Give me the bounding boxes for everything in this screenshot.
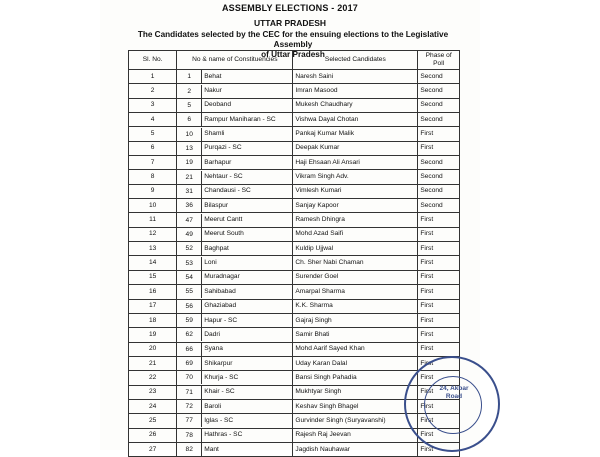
cell-sl-no: 27 — [129, 442, 177, 456]
cell-constituency-no: 1 — [177, 70, 202, 83]
cell-phase: First — [418, 213, 460, 227]
cell-constituency — [177, 213, 293, 227]
cell-constituency-name: Bilaspur — [204, 201, 229, 209]
cell-phase: First — [418, 385, 460, 399]
cell-candidate: Sanjay Kapoor — [293, 199, 418, 213]
cell-constituency-name: Hathras - SC — [204, 431, 243, 439]
cell-sl-no: 2 — [129, 84, 177, 98]
cell-candidate: K.K. Sharma — [293, 299, 418, 313]
cell-constituency — [177, 342, 293, 356]
cell-sl-no: 23 — [129, 385, 177, 399]
cell-constituency-name: Shikarpur — [204, 359, 233, 367]
cell-constituency-name: Hapur - SC — [204, 316, 238, 324]
cell-candidate: Gajraj Singh — [293, 313, 418, 327]
cell-constituency-no: 69 — [177, 357, 202, 370]
cell-constituency-no: 21 — [177, 171, 202, 184]
cell-constituency — [177, 242, 293, 256]
cell-constituency-name: Loni — [204, 259, 217, 267]
cell-constituency-no: 82 — [177, 443, 202, 456]
table-header-row — [129, 51, 460, 70]
cell-constituency-name: Meerut Cantt — [204, 216, 243, 224]
cell-sl-no: 9 — [129, 184, 177, 198]
cell-constituency-name: Ghaziabad — [204, 302, 237, 310]
cell-candidate: Kuldip Ujjwal — [293, 242, 418, 256]
cell-sl-no: 15 — [129, 270, 177, 284]
cell-phase: Second — [418, 70, 460, 84]
cell-constituency-no: 78 — [177, 429, 202, 442]
cell-constituency-no: 10 — [177, 128, 202, 141]
cell-constituency-name: Deoband — [204, 101, 231, 109]
table-row — [129, 356, 460, 370]
table-row — [129, 313, 460, 327]
cell-candidate: Deepak Kumar — [293, 141, 418, 155]
cell-phase: First — [418, 299, 460, 313]
stamp-line-1: 24, Akbar — [439, 385, 469, 392]
cell-constituency-name: Behat — [204, 72, 222, 80]
cell-sl-no: 5 — [129, 127, 177, 141]
table-row — [129, 141, 460, 155]
cell-phase: First — [418, 356, 460, 370]
table-row — [129, 213, 460, 227]
table-row — [129, 299, 460, 313]
cell-phase: First — [418, 270, 460, 284]
cell-sl-no: 3 — [129, 98, 177, 112]
cell-sl-no: 12 — [129, 227, 177, 241]
cell-constituency-no: 2 — [177, 85, 202, 98]
table-row — [129, 170, 460, 184]
cell-constituency-no: 47 — [177, 214, 202, 227]
cell-phase: Second — [418, 184, 460, 198]
stamp-line-2: Road — [445, 393, 463, 400]
cell-constituency-no: 62 — [177, 328, 202, 341]
table-row — [129, 84, 460, 98]
cell-phase: Second — [418, 156, 460, 170]
cell-constituency-name: Chandausi - SC — [204, 187, 251, 195]
cell-sl-no: 16 — [129, 285, 177, 299]
cell-phase: First — [418, 285, 460, 299]
cell-constituency-name: Rampur Maniharan - SC — [204, 115, 276, 123]
header-candidate: Selected Candidates — [293, 51, 418, 70]
cell-constituency-no: 54 — [177, 271, 202, 284]
cell-constituency — [177, 156, 293, 170]
header-phase: Phase of Poll — [418, 51, 460, 70]
cell-constituency-no: 55 — [177, 285, 202, 298]
cell-constituency-name: Baroli — [204, 402, 222, 410]
cell-candidate: Vishwa Dayal Chotan — [293, 113, 418, 127]
cell-constituency-name: Iglas - SC — [204, 416, 234, 424]
cell-candidate: Vimlesh Kumari — [293, 184, 418, 198]
cell-sl-no: 24 — [129, 399, 177, 413]
header-constituency: No & name of Constituencies — [177, 51, 293, 70]
cell-candidate: Bansi Singh Pahadia — [293, 371, 418, 385]
cell-constituency-no: 53 — [177, 257, 202, 270]
cell-constituency — [177, 299, 293, 313]
cell-constituency — [177, 270, 293, 284]
cell-phase: First — [418, 428, 460, 442]
header-sl-no: Sl. No. — [129, 51, 177, 70]
cell-sl-no: 17 — [129, 299, 177, 313]
cell-constituency-no: 71 — [177, 386, 202, 399]
cell-constituency-name: Dadri — [204, 330, 220, 338]
cell-constituency-no: 6 — [177, 113, 202, 126]
subtitle-line-1: The Candidates selected by the CEC for the ensuing elections to the Legislative Assembly — [137, 30, 449, 49]
cell-sl-no: 21 — [129, 356, 177, 370]
cell-candidate: Ramesh Dhingra — [293, 213, 418, 227]
cell-phase: First — [418, 242, 460, 256]
cell-candidate: Imran Masood — [293, 84, 418, 98]
cell-constituency — [177, 84, 293, 98]
cell-sl-no: 25 — [129, 414, 177, 428]
cell-phase: First — [418, 227, 460, 241]
cell-constituency-no: 56 — [177, 300, 202, 313]
cell-constituency-no: 19 — [177, 156, 202, 169]
cell-constituency-no: 52 — [177, 242, 202, 255]
cell-candidate: Pankaj Kumar Malik — [293, 127, 418, 141]
cell-candidate: Amarpal Sharma — [293, 285, 418, 299]
cell-candidate: Naresh Saini — [293, 70, 418, 84]
cell-candidate: Gurvinder Singh (Suryavanshi) — [293, 414, 418, 428]
cell-phase: First — [418, 342, 460, 356]
cell-constituency — [177, 199, 293, 213]
cell-constituency-no: 36 — [177, 199, 202, 212]
cell-constituency-no: 13 — [177, 142, 202, 155]
cell-constituency-name: Baghpat — [204, 244, 229, 252]
cell-constituency-name: Syana — [204, 345, 223, 353]
cell-constituency-no: 5 — [177, 99, 202, 112]
table-row — [129, 70, 460, 84]
cell-sl-no: 26 — [129, 428, 177, 442]
cell-constituency — [177, 184, 293, 198]
cell-constituency-no: 59 — [177, 314, 202, 327]
cell-sl-no: 13 — [129, 242, 177, 256]
cell-constituency — [177, 328, 293, 342]
table-row — [129, 199, 460, 213]
cell-phase: First — [418, 371, 460, 385]
cell-constituency-name: Sahibabad — [204, 287, 236, 295]
cell-candidate: Mohd Azad Saifi — [293, 227, 418, 241]
table-row — [129, 285, 460, 299]
cell-sl-no: 18 — [129, 313, 177, 327]
cell-constituency-no: 72 — [177, 400, 202, 413]
cell-constituency — [177, 127, 293, 141]
cell-phase: First — [418, 313, 460, 327]
cell-candidate: Samir Bhati — [293, 328, 418, 342]
cell-constituency-name: Purqazi - SC — [204, 144, 242, 152]
cell-sl-no: 20 — [129, 342, 177, 356]
cell-constituency-name: Muradnagar — [204, 273, 240, 281]
table-row — [129, 328, 460, 342]
cell-constituency — [177, 256, 293, 270]
cell-sl-no: 22 — [129, 371, 177, 385]
cell-candidate: Mukesh Chaudhary — [293, 98, 418, 112]
cell-candidate: Jagdish Nauhawar — [293, 442, 418, 456]
cell-phase: Second — [418, 170, 460, 184]
cell-phase: First — [418, 414, 460, 428]
cell-candidate: Mohd Aarif Sayed Khan — [293, 342, 418, 356]
table-row — [129, 342, 460, 356]
table-row — [129, 256, 460, 270]
cell-constituency — [177, 428, 293, 442]
cell-candidate: Rajesh Raj Jeevan — [293, 428, 418, 442]
table-row — [129, 127, 460, 141]
cell-constituency-name: Shamli — [204, 130, 225, 138]
cell-phase: First — [418, 256, 460, 270]
cell-candidate: Keshav Singh Bhagel — [293, 399, 418, 413]
cell-constituency — [177, 285, 293, 299]
office-stamp — [404, 356, 500, 452]
table-row — [129, 156, 460, 170]
cell-constituency — [177, 356, 293, 370]
cell-constituency-no: 77 — [177, 414, 202, 427]
cell-sl-no: 6 — [129, 141, 177, 155]
table-row — [129, 428, 460, 442]
cell-sl-no: 8 — [129, 170, 177, 184]
cell-constituency-name: Barhapur — [204, 158, 232, 166]
table-row — [129, 227, 460, 241]
cell-constituency-name: Nakur — [204, 87, 222, 95]
cell-constituency-name: Khurja - SC — [204, 373, 239, 381]
cell-constituency — [177, 399, 293, 413]
table-row — [129, 184, 460, 198]
cell-sl-no: 1 — [129, 70, 177, 84]
cell-constituency-no: 49 — [177, 228, 202, 241]
cell-sl-no: 4 — [129, 113, 177, 127]
cell-constituency-no: 70 — [177, 371, 202, 384]
table-row — [129, 242, 460, 256]
cell-phase: First — [418, 399, 460, 413]
cell-candidate: Mukhtyar Singh — [293, 385, 418, 399]
cell-constituency-no: 66 — [177, 343, 202, 356]
cell-sl-no: 11 — [129, 213, 177, 227]
cell-candidate: Vikram Singh Adv. — [293, 170, 418, 184]
cell-phase: Second — [418, 113, 460, 127]
cell-constituency — [177, 385, 293, 399]
cell-candidate: Ch. Sher Nabi Chaman — [293, 256, 418, 270]
stamp-text — [406, 385, 502, 401]
cell-phase: First — [418, 141, 460, 155]
cell-phase: First — [418, 442, 460, 456]
cell-sl-no: 14 — [129, 256, 177, 270]
cell-constituency-no: 31 — [177, 185, 202, 198]
cell-constituency — [177, 371, 293, 385]
document-title: ASSEMBLY ELECTIONS - 2017 — [221, 3, 359, 13]
cell-sl-no: 10 — [129, 199, 177, 213]
cell-constituency — [177, 141, 293, 155]
cell-phase: Second — [418, 98, 460, 112]
cell-candidate: Haji Ehsaan Ali Ansari — [293, 156, 418, 170]
cell-constituency — [177, 414, 293, 428]
table-row — [129, 98, 460, 112]
cell-phase: Second — [418, 199, 460, 213]
cell-candidate: Uday Karan Dalal — [293, 356, 418, 370]
cell-constituency-name: Nehtaur - SC — [204, 173, 243, 181]
cell-constituency — [177, 98, 293, 112]
cell-phase: Second — [418, 84, 460, 98]
cell-constituency-name: Mant — [204, 445, 219, 453]
state-heading: UTTAR PRADESH — [253, 18, 327, 28]
cell-constituency — [177, 170, 293, 184]
subtitle-line-2: of Uttar Pradesh — [261, 50, 325, 59]
cell-constituency-name: Khair - SC — [204, 388, 235, 396]
cell-phase: First — [418, 328, 460, 342]
cell-constituency-name: Meerut South — [204, 230, 244, 238]
cell-constituency — [177, 113, 293, 127]
cell-phase: First — [418, 127, 460, 141]
table-row — [129, 113, 460, 127]
table-row — [129, 270, 460, 284]
cell-constituency — [177, 227, 293, 241]
cell-constituency — [177, 313, 293, 327]
cell-sl-no: 7 — [129, 156, 177, 170]
cell-candidate: Surender Goel — [293, 270, 418, 284]
cell-constituency — [177, 70, 293, 84]
cell-sl-no: 19 — [129, 328, 177, 342]
